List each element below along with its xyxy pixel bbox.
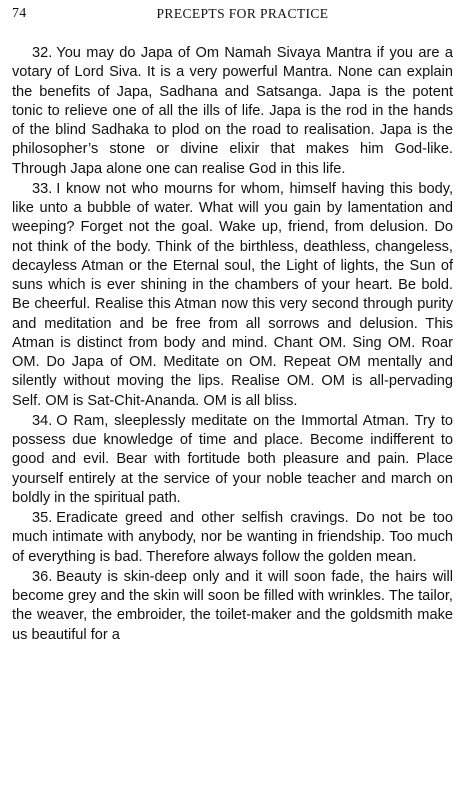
paragraph-number: 33. [32,180,53,197]
body-text [12,44,453,645]
running-head: PRECEPTS FOR PRACTICE [156,6,329,21]
paragraph-33 [12,180,453,411]
paragraph-text: You may do Japa of Om Namah Sivaya Mantra if you are a votary of Lord Siva. It is a very powerful Mantra. None can explain the benefits of Japa, Sadhana and Satsanga. Japa is the potent tonic to relieve one of all the ills of life. Japa is the rod in the hands of the blind Sadhaka to plod on the road to realisation. Japa is the philosopher’s stone or divine elixir that makes him God-like. Through Japa alone one can realise God in this life. [12,45,453,177]
paragraph-36 [12,568,453,645]
page-number: 74 [12,6,27,21]
paragraph-34 [12,412,453,508]
paragraph-number: 32. [32,45,53,61]
paragraph-number: 34. [32,412,53,429]
paragraph-text: I know not who mourns for whom, himself having this body, like unto a bubble of water. What will you gain by lamentation and weeping? Forget not the goal. Wake up, friend, from delusion. Do not think of the body. Think of the birthless, deathless, changeless, decayless Atman or the Eternal soul, the Light of lights, the Sun of suns which is ever shining in the chambers of your heart. Be bold. Be cheerful. Realise this Atman now this very second through purity and meditation and be free from all sorrows and delusion. This Atman is distinct from body and mind. Chant OM. Sing OM. Roar OM. Do Japa of OM. Meditate on OM. Repeat OM mentally and silently without moving the lips. Realise OM. OM is all-pervading Self. OM is Sat-Chit-Ananda. OM is all bliss. [12,180,453,409]
paragraph-text: O Ram, sleeplessly meditate on the Immortal Atman. Try to possess due knowledge of time and place. Become indifferent to good and evil. Bear with fortitude both pleasure and pain. Place yourself entirely at the service of your noble teacher and march on boldly in the spiritual path. [12,412,453,506]
page-header [12,6,453,28]
paragraph-number: 36. [32,568,53,585]
paragraph-35 [12,509,453,567]
paragraph-text: Beauty is skin-deep only and it will soon fade, the hairs will become grey and the skin will soon be filled with wrinkles. The tailor, the weaver, the embroider, the toilet-maker and the goldsmith make us beautiful for a [12,568,453,643]
paragraph-32 [12,44,453,179]
paragraph-text: Eradicate greed and other selfish cravings. Do not be too much intimate with anybody, nor be wanting in friendship. Too much of everything is bad. Therefore always follow the golden mean. [12,510,453,565]
paragraph-number: 35. [32,510,53,526]
